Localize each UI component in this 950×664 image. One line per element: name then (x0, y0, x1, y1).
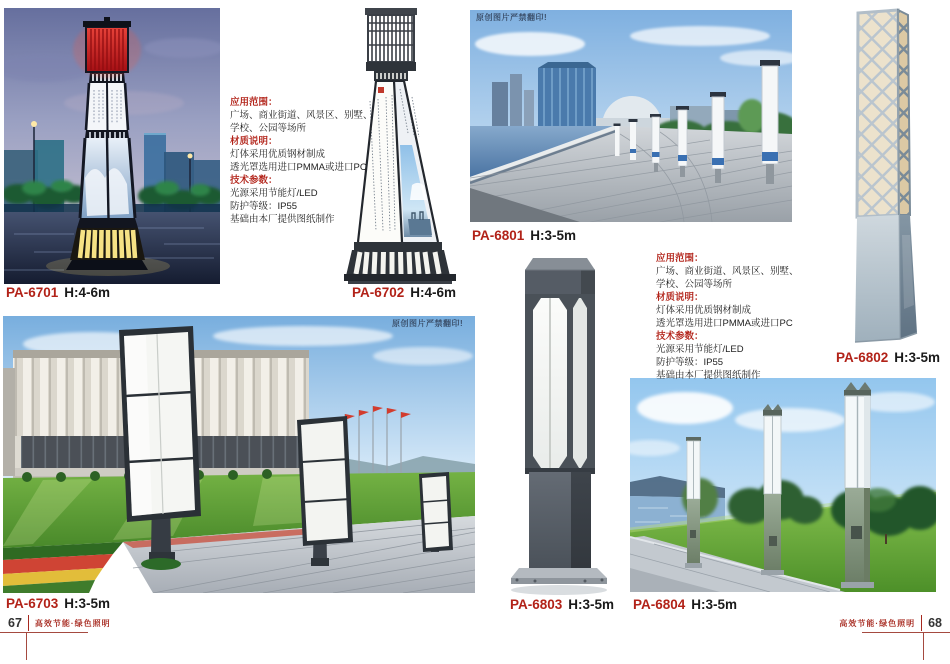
product-code: PA-6701 (6, 285, 59, 300)
product-height: H:3-5m (691, 597, 738, 612)
column-lamp-small (685, 437, 702, 568)
spec-heading: 应用范围： (656, 253, 704, 264)
page-number-right: 68 (928, 616, 942, 630)
footer-slogan: 高效节能·绿色照明 (34, 618, 111, 628)
spec-line: 学校、公园等场所 (656, 279, 733, 290)
crop-mark (0, 632, 88, 633)
product-code: PA-6803 (510, 597, 563, 612)
spec-heading: 技术参数： (230, 175, 278, 186)
spec-line: 灯体采用优质钢材制成 (656, 305, 752, 316)
spec-heading: 技术参数： (656, 331, 704, 342)
product-code: PA-6702 (352, 285, 405, 300)
product-code: PA-6802 (836, 350, 889, 365)
product-label-pa-6803 (510, 597, 614, 612)
photo-pa-6703 (3, 316, 475, 593)
product-height: H:3-5m (64, 596, 111, 611)
crop-mark (862, 632, 950, 633)
square-column-lamp-drawing (505, 250, 617, 600)
photo-pa-6804 (630, 378, 936, 592)
spec-heading: 材质说明： (656, 292, 704, 303)
photo-pa-6801 (470, 10, 792, 222)
spec-line: 防护等级：IP55 (656, 357, 724, 368)
product-code: PA-6703 (6, 596, 59, 611)
column-lamp-large (841, 382, 874, 588)
night-tower-lamp-scene (4, 8, 220, 284)
crop-mark (26, 632, 27, 660)
product-height: H:3-5m (530, 228, 577, 243)
product-label-pa-6802 (836, 350, 940, 365)
watermark: 原创图片严禁翻印! (392, 319, 464, 328)
spec-heading: 材质说明： (230, 136, 278, 147)
photo-pa-6701 (4, 8, 220, 284)
product-label-pa-6701 (6, 285, 110, 300)
column-lamp-mid (761, 404, 784, 575)
spec-line: 透光罩选用进口PMMA或进口PC (656, 318, 793, 329)
spec-line: 学校、公园等场所 (230, 123, 307, 134)
product-label-pa-6801 (472, 228, 576, 243)
product-code: PA-6804 (633, 597, 686, 612)
spec-line: 防护等级：IP55 (230, 201, 298, 212)
product-label-pa-6703 (6, 596, 110, 611)
watermark: 原创图片严禁翻印! (476, 13, 548, 22)
panel-lamp-small (419, 472, 453, 552)
spec-line: 光源采用节能灯/LED (230, 188, 318, 199)
product-height: H:4-6m (410, 285, 457, 300)
spec-line: 光源采用节能灯/LED (656, 344, 744, 355)
lattice-column-drawing (840, 5, 948, 345)
spec-heading: 应用范围： (230, 97, 278, 108)
footer-right (839, 614, 942, 632)
product-height: H:3-5m (568, 597, 615, 612)
crop-mark (923, 632, 924, 660)
spec-line: 广场、商业街道、风景区、别墅、 (656, 266, 799, 277)
page-number-left: 67 (8, 616, 22, 630)
product-height: H:3-5m (894, 350, 941, 365)
footer-divider (28, 615, 29, 631)
product-label-pa-6804 (633, 597, 737, 612)
illustration-pa-6803 (505, 250, 617, 600)
spec-line: 基础由本厂提供图纸制作 (656, 370, 761, 381)
spec-line: 广场、商业街道、风景区、别墅、 (230, 110, 373, 121)
footer-slogan: 高效节能·绿色照明 (839, 618, 916, 628)
footer-divider (921, 615, 922, 631)
product-code: PA-6801 (472, 228, 525, 243)
spec-line: 灯体采用优质钢材制成 (230, 149, 326, 160)
waterfront-promenade-scene (470, 10, 792, 222)
product-height: H:4-6m (64, 285, 111, 300)
spec-line: 透光罩选用进口PMMA或进口PC (230, 162, 367, 173)
spec-line: 基础由本厂提供图纸制作 (230, 214, 335, 225)
product-label-pa-6702 (352, 285, 456, 300)
building-panel-lamps-scene (3, 316, 475, 593)
hillside-lamps-scene (630, 378, 936, 592)
spec-block-left (230, 96, 390, 226)
illustration-pa-6802 (840, 5, 948, 345)
footer-left (8, 614, 111, 632)
spec-block-right (656, 252, 816, 382)
